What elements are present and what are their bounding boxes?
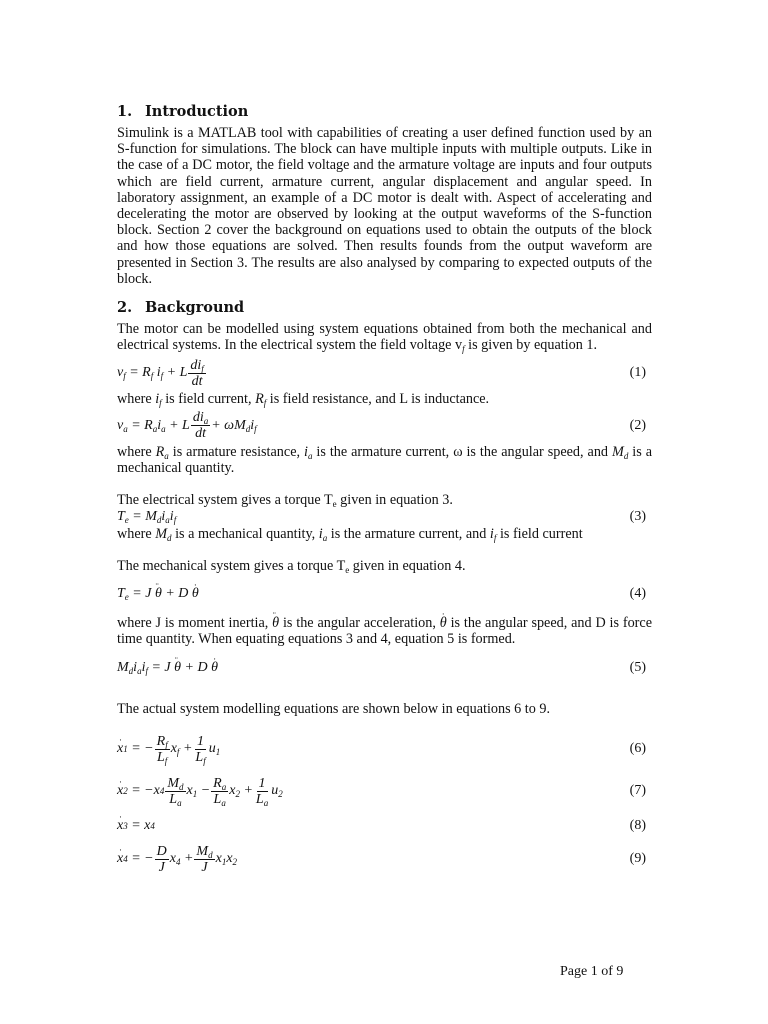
equation-1: $v_f = R_f$ $i_f + L$ $\frac{di_f}{dt}$ (1): [117, 357, 646, 389]
equation-6: · x 1 = − $\frac{R_f}{L_f}$ $x_f$ + $\frac{1}{L_f}$ $u_1$ (6): [117, 729, 652, 769]
equation-8: · x 3 = x 4 (8): [117, 815, 652, 837]
modelling-equations-text: The actual system modelling equations are shown below in equations 6 to 9.: [117, 701, 551, 718]
section-number: 2.: [117, 299, 133, 317]
equation-9: · x 4 = − $\frac{D}{J}$ $x_4$ + $\frac{M_d}{J}$ $x_1x_2$ (9): [117, 839, 652, 879]
section-number: 1.: [117, 103, 133, 120]
document-page: [117, 100, 652, 879]
equation-number: (7): [629, 783, 646, 799]
equation-number: (2): [629, 417, 646, 433]
background-paragraph: The motor can be modelled using system equations obtained from both the mechanical and electrical systems. In the electrical system the field voltage $v_f$ is given by equation 1.: [117, 321, 652, 355]
equation-number: (4): [629, 585, 646, 601]
mechanical-torque-text: The mechanical system gives a torque $T_e$ given in equation 4.: [117, 558, 466, 576]
section-title: Background: [145, 299, 245, 317]
section-heading-background: [117, 299, 652, 317]
equation-number: (8): [629, 818, 646, 834]
intro-paragraph: Simulink is a MATLAB tool with capabilities of creating a user defined function used by an S-function for simulations. The block can have multiple inputs with multiple outputs. Like in the case of a DC motor, the field voltage and the armature voltage are inputs and four outputs which are field current, armature current, angular displacement and angular speed. In laboratory assignment, an example of a DC motor is dealt with. Aspect of accelerating and decelerating the motor are observed by looking at the output waveforms of the S-function block. Section 2 cover the background on equations used to obtain the outputs of the block and how those equations are solved. Then results founds from the output waveform are presented in Section 3. The results are also analysed by comparing to expected outputs of the block.: [117, 125, 652, 287]
equation-4-description: where J is moment inertia, ·· θ is the angular acceleration, · θ is the angular speed, and D is force time quantity. When equating equations 3 and 4, equation 5 is formed.: [117, 615, 652, 647]
equation-number: (6): [629, 741, 646, 757]
section-title: Introduction: [145, 103, 249, 120]
equation-number: (3): [629, 509, 646, 525]
equation-2: $v_a = R_ai_a + L$ $\frac{di_a}{dt}$ + $\omega M_di_f$ (2): [117, 410, 646, 442]
equation-3-description: where $M_d$ is a mechanical quantity, $i_a$ is the armature current, and $i_f$ is field current: [117, 526, 583, 544]
equation-7: · x 2 = −x 4 $\frac{M_d}{L_a}$ $x_1$ − $\frac{R_a}{L_a}$ $x_2$ + $\frac{1}{L_a}$ $u_2$ (7): [117, 771, 652, 811]
equation-5: $M_di_ai_f = J \cdot\cdot \theta + D \cdot \theta$ (5): [117, 653, 652, 683]
equation-number: (9): [629, 851, 646, 867]
page-number: Page 1 of 9: [560, 964, 624, 979]
equation-number: (5): [629, 659, 646, 675]
electrical-torque-text: The electrical system gives a torque $T_e$ given in equation 3.: [117, 492, 453, 510]
equation-3: $T_e = M_di_ai_f$ (3): [117, 509, 646, 526]
equation-4: $T_e = J \cdot\cdot \theta + D \cdot \theta$ (4): [117, 579, 652, 609]
equation-1-description: where $i_f$ is field current, $R_f$ is field resistance, and L is inductance.: [117, 391, 490, 409]
section-heading-introduction: [117, 103, 652, 121]
equation-number: (1): [629, 365, 646, 381]
equation-2-description: where $R_a$ is armature resistance, $i_a$ is the armature current, ω is the angular speed, and $M_d$ is a mechanical quantity.: [117, 443, 652, 476]
